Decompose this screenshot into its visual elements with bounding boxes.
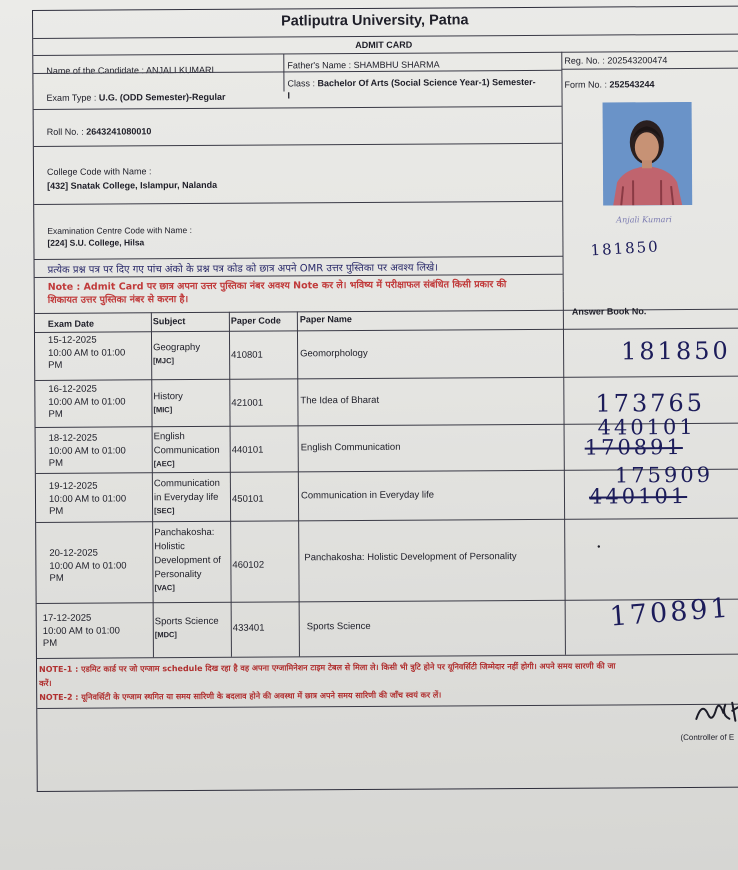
candidate-name: Name of the Candidate : ANJALI KUMARI [46,64,214,76]
centre-value: [224] S.U. College, Hilsa [47,237,145,248]
table-row-paper: Geomorphology [300,347,368,360]
table-row-subject: Communication in Everyday life [SEC] [153,477,220,516]
table-row-paper: Panchakosha: Holistic Development of Personality [304,551,517,564]
college-label: College Code with Name : [46,166,152,177]
form-no-value: 252543244 [609,79,655,90]
note-label: Note : Admit Card [47,281,144,293]
table-row-rule [36,518,738,523]
table-col-divider [297,311,300,656]
note-line-2: शिकायत उत्तर पुस्तिका नंबर से करना है। [47,294,189,306]
table-row-date: 17-12-2025 10:00 AM to 01:00 PM [42,612,120,649]
roll-no-label: Roll No. : [46,126,84,137]
college-info [47,164,217,193]
admit-card [32,6,738,792]
table-row-code: 440101 [231,444,264,456]
rule [34,106,562,110]
omr-instruction: प्रत्येक प्रश्न पत्र पर दिए गए पांच अंको के प्रश्न पत्र कोड को छात्र अपने OMR उत्तर पुस्तिका पर अवश्य लिखे। [47,262,439,276]
table-row-paper: The Idea of Bharat [300,394,380,407]
university-title: Patliputra University, Patna [281,12,469,30]
handwritten-number: 181850 [590,237,661,260]
father-name: Father's Name : SHAMBHU SHARMA [287,59,440,71]
roll-no-value: 2643241080010 [86,126,152,137]
rule [34,143,562,147]
table-row-subject: Geography [MJC] [153,341,201,366]
table-row-paper: Communication in Everyday life [300,489,435,502]
table-row-rule [35,376,738,381]
table-row-paper: Sports Science [306,620,371,633]
header-exam-date: Exam Date [47,318,94,329]
rule [33,34,738,39]
answer-book-no-struck: 170891 [584,435,683,460]
table-bottom-rule [37,654,738,659]
note-1-continued: करें। [39,678,52,688]
answer-book-no-struck: 440101 [588,484,688,509]
note-2: NOTE-2 : यूनिवर्सिटी के एग्जाम स्थगित या समय सारिणी के बदलाव होने की अवस्था में छात्र अपने समय सारिणी की जाँच स्वयं कर लें। [39,690,442,702]
class-info [287,76,563,102]
centre-label: Examination Centre Code with Name : [47,225,192,236]
reg-no: Reg. No. : 202543200474 [564,55,668,66]
answer-book-no: 440101 [597,414,696,440]
pen-mark: • [597,541,601,552]
note-line-1: पर छात्र अपना उत्तर पुस्तिका नंबर अवश्य Note कर ले। भविष्य में परीक्षाफल संबंधित किसी प्रकार की [143,279,507,293]
roll-no [47,126,152,137]
controller-signature-icon [692,697,738,729]
answer-book-no: 173765 [595,388,706,418]
note-1: NOTE-1 : एडमिट कार्ड पर जो एग्जाम schedule दिख रहा है वह अपना एग्जामिनेशन टाइम टेबल से मिला ले। किसी भी त्रुटि होने पर यूनिवर्सिटी जिम्मेदार नहीं होगी। अपने समय सारणी की जा [39,661,616,674]
table-row-date: 18-12-2025 10:00 AM to 01:00 PM [48,432,126,469]
rule [37,704,738,709]
table-row-date: 20-12-2025 10:00 AM to 01:00 PM [49,547,127,584]
centre-info [47,224,192,249]
exam-type [47,92,226,103]
table-row-date: 19-12-2025 10:00 AM to 01:00 PM [48,480,127,517]
candidate-signature: Anjali Kumari [616,215,672,225]
table-row-subject: History [MIC] [153,391,183,415]
header-answer-book: Answer Book No. [571,306,647,317]
class-value: Bachelor Of Arts (Social Science Year-1) Semester- [317,76,536,89]
form-no [564,79,654,90]
table-row-subject: English Communication [AEC] [153,431,220,469]
table-row-date: 16-12-2025 10:00 AM to 01:00 PM [48,383,126,420]
table-row-code: 450101 [231,493,264,505]
rule [561,68,738,70]
table-row-code: 460102 [232,559,265,571]
table-row-date: 15-12-2025 10:00 AM to 01:00 PM [47,334,126,371]
document-title: ADMIT CARD [355,39,413,51]
table-row-subject: Sports Science [MDC] [154,615,219,640]
class-label: Class : [287,78,315,89]
header-paper-code: Paper Code [230,315,281,326]
answer-book-no: 175909 [614,462,714,488]
header-subject: Subject [152,316,186,327]
rule [35,256,563,260]
candidate-photo [603,102,693,206]
college-value: [432] Snatak College, Islampur, Nalanda [47,179,218,191]
table-row-subject: Panchakosha: Holistic Development of Personality [VAC] [154,526,221,593]
form-no-label: Form No. : [564,79,608,90]
exam-type-value: U.G. (ODD Semester)-Regular [98,91,226,103]
header-paper-name: Paper Name [299,314,352,325]
table-row-paper: English Communication [300,441,401,454]
table-row-code: 410801 [231,349,263,361]
photo-portrait-icon [603,102,693,206]
answer-book-no: 181850 [621,336,731,366]
exam-type-label: Exam Type : [46,92,97,103]
table-row-code: 433401 [232,622,265,634]
class-value-line2: I [287,90,291,101]
note-answer-book [48,278,568,307]
rule [34,201,562,205]
answer-book-no: 170891 [608,592,732,633]
rule [35,328,738,333]
controller-label: (Controller of E [680,732,735,743]
table-row-code: 421001 [231,397,264,409]
